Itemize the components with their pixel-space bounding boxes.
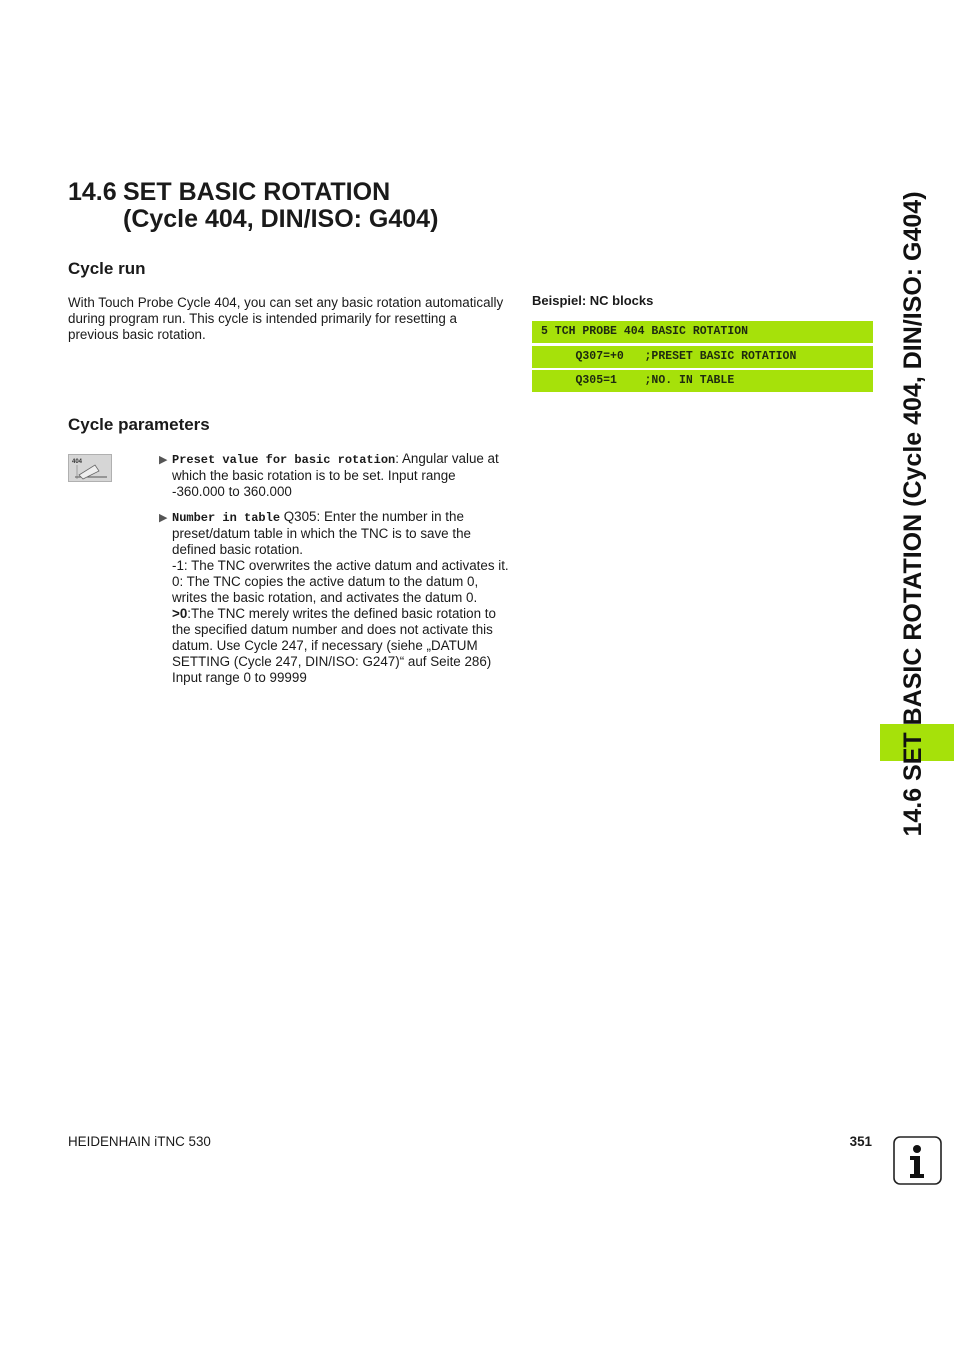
parameter-name: Preset value for basic rotation (172, 453, 396, 467)
parameter-number-in-table (159, 509, 511, 686)
input-range: Input range 0 to 99999 (172, 670, 307, 685)
nc-block-text: 5 TCH PROBE 404 BASIC ROTATION (541, 325, 749, 338)
side-title-text: 14.6 SET BASIC ROTATION (Cycle 404, DIN/ISO: G404) (899, 191, 927, 837)
triangle-right-icon: ▶ (159, 512, 168, 524)
page-title-line2: (Cycle 404, DIN/ISO: G404) (123, 205, 439, 233)
cycle-run-heading: Cycle run (68, 259, 146, 278)
nc-block-row (532, 370, 873, 392)
cycle-icon-label: 404 (72, 459, 83, 465)
option-greater-zero (172, 606, 511, 670)
footer-product: HEIDENHAIN iTNC 530 (68, 1134, 211, 1149)
parameter-name: Number in table (172, 511, 281, 525)
parameter-description: Q305: Enter the number in the preset/datum table in which the TNC is to save the defined basic rotation. (172, 509, 471, 557)
page-title-line1: SET BASIC ROTATION (123, 178, 391, 206)
nc-block-text: Q307=+0 ;PRESET BASIC ROTATION (541, 350, 797, 363)
parameter-preset-value (159, 451, 511, 500)
triangle-right-icon: ▶ (159, 454, 168, 466)
option-greater-zero-text: :The TNC merely writes the defined basic rotation to the specified datum number and does not activate this datum. Use Cycle 247, if necessary (siehe „DATUM SETTING (Cycle 247, DIN/ISO: G247)“ auf Seite 286) (172, 606, 496, 669)
example-label: Beispiel: NC blocks (532, 293, 654, 308)
option-zero: 0: The TNC copies the active datum to the datum 0, writes the basic rotation, and activates the datum 0. (172, 574, 479, 605)
cycle-404-icon (68, 454, 112, 482)
page-number: 351 (849, 1134, 872, 1149)
cycle-parameters-heading: Cycle parameters (68, 415, 210, 434)
nc-block-text: Q305=1 ;NO. IN TABLE (541, 374, 735, 387)
nc-block-row (532, 346, 873, 368)
option-greater-zero-label: >0 (172, 606, 188, 621)
parameter-description: : Angular value at which the basic rotation is to be set. Input range -360.000 to 360.000 (172, 451, 499, 499)
nc-block-row (532, 321, 873, 343)
option-minus-one: -1: The TNC overwrites the active datum and activates it. (172, 558, 509, 573)
page-title-number: 14.6 (68, 178, 117, 206)
info-icon (893, 1136, 942, 1185)
cycle-run-text: With Touch Probe Cycle 404, you can set any basic rotation automatically during program run. This cycle is intended primarily for resetting a previous basic rotation. (68, 295, 504, 342)
